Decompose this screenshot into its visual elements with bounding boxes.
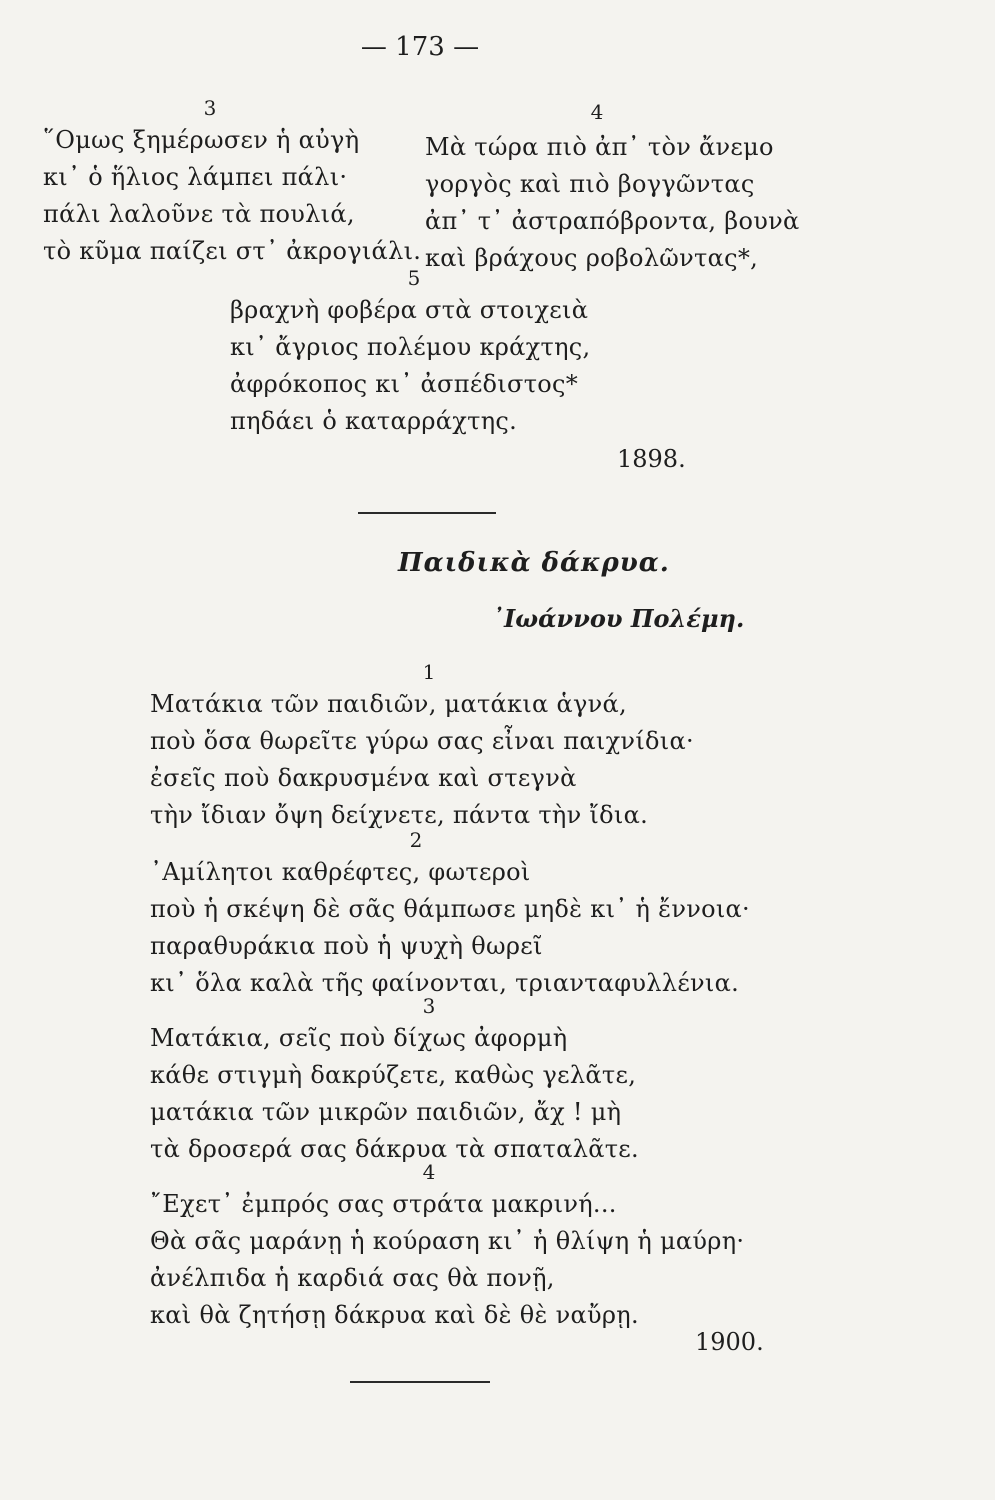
stanza-line: Ματάκια τῶν παιδιῶν, ματάκια ἁγνά,	[150, 690, 627, 718]
stanza-line: Ματάκια, σεῖς ποὺ δίχως ἀφορμὴ	[150, 1024, 568, 1052]
stanza-line: ποὺ ἡ σκέψη δὲ σᾶς θάμπωσε μηδὲ κι᾽ ἡ ἔννοια·	[150, 895, 750, 923]
stanza-line: ματάκια τῶν μικρῶν παιδιῶν, ἄχ ! μὴ	[150, 1098, 622, 1126]
stanza-line: ἐσεῖς ποὺ δακρυσμένα καὶ στεγνὰ	[150, 764, 577, 792]
bottom-divider	[350, 1381, 490, 1383]
stanza-line: κάθε στιγμὴ δακρύζετε, καθὼς γελᾶτε,	[150, 1061, 637, 1089]
page-number: — 173 —	[360, 32, 480, 62]
stanza-4-line-2: γοργὸς καὶ πιὸ βογγῶντας	[425, 170, 755, 198]
stanza-line: καὶ θὰ ζητήσῃ δάκρυα καὶ δὲ θὲ ναὔρῃ.	[150, 1301, 639, 1329]
stanza-line: ᾽Αμίλητοι καθρέφτες, φωτεροὶ	[150, 858, 531, 886]
stanza-line: ῎Εχετ᾽ ἐμπρός σας στράτα μακρινή...	[150, 1190, 617, 1218]
stanza-5-line-4: πηδάει ὁ καταρράχτης.	[230, 407, 518, 435]
stanza-line: κι᾽ ὅλα καλὰ τῆς φαίνονται, τριανταφυλλένια.	[150, 969, 740, 997]
stanza-4-line-1: Μὰ τώρα πιὸ ἀπ᾽ τὸν ἄνεμο	[425, 133, 774, 161]
stanza-3-line-4: τὸ κῦμα παίζει στ᾽ ἀκρογιάλι.	[43, 237, 422, 265]
stanza-line: τὴν ἴδιαν ὄψη δείχνετε, πάντα τὴν ἴδια.	[150, 801, 649, 829]
poem-title: Παιδικὰ δάκρυα.	[398, 548, 670, 578]
stanza-number-4: 4	[590, 100, 604, 124]
stanza-line: Θὰ σᾶς μαράνῃ ἡ κούραση κι᾽ ἡ θλίψη ἡ μαύρη·	[150, 1227, 745, 1255]
stanza-number: 2	[409, 828, 423, 852]
stanza-3-line-1: ῞Ομως ξημέρωσεν ἡ αὐγὴ	[43, 126, 360, 154]
stanza-number: 1	[422, 660, 436, 684]
poem-date-1898: 1898.	[617, 445, 686, 473]
stanza-5-line-2: κι᾽ ἄγριος πολέμου κράχτης,	[230, 333, 591, 361]
stanza-3-line-3: πάλι λαλοῦνε τὰ πουλιά,	[43, 200, 355, 228]
stanza-line: παραθυράκια ποὺ ἡ ψυχὴ θωρεῖ	[150, 932, 543, 960]
stanza-5-line-3: ἀφρόκοπος κι᾽ ἀσπέδιστος*	[230, 370, 579, 398]
stanza-4-line-4: καὶ βράχους ροβολῶντας*,	[425, 244, 759, 272]
stanza-3-line-2: κι᾽ ὁ ἥλιος λάμπει πάλι·	[43, 163, 348, 191]
poem-date-1900: 1900.	[695, 1328, 764, 1356]
stanza-number-5: 5	[407, 266, 421, 290]
stanza-number: 3	[422, 994, 436, 1018]
stanza-line: τὰ δροσερά σας δάκρυα τὰ σπαταλᾶτε.	[150, 1135, 639, 1163]
stanza-line: ἀνέλπιδα ἡ καρδιά σας θὰ πονῇ,	[150, 1264, 555, 1292]
section-divider	[358, 512, 496, 514]
stanza-line: ποὺ ὅσα θωρεῖτε γύρω σας εἶναι παιχνίδια·	[150, 727, 694, 755]
stanza-5-line-1: βραχνὴ φοβέρα στὰ στοιχειὰ	[230, 296, 589, 324]
stanza-4-line-3: ἀπ᾽ τ᾽ ἀστραπόβροντα, βουνὰ	[425, 207, 800, 235]
stanza-number: 4	[422, 1160, 436, 1184]
poem-author: ᾽Ιωάννου Πολέμη.	[492, 604, 745, 633]
stanza-number-3: 3	[203, 96, 217, 120]
